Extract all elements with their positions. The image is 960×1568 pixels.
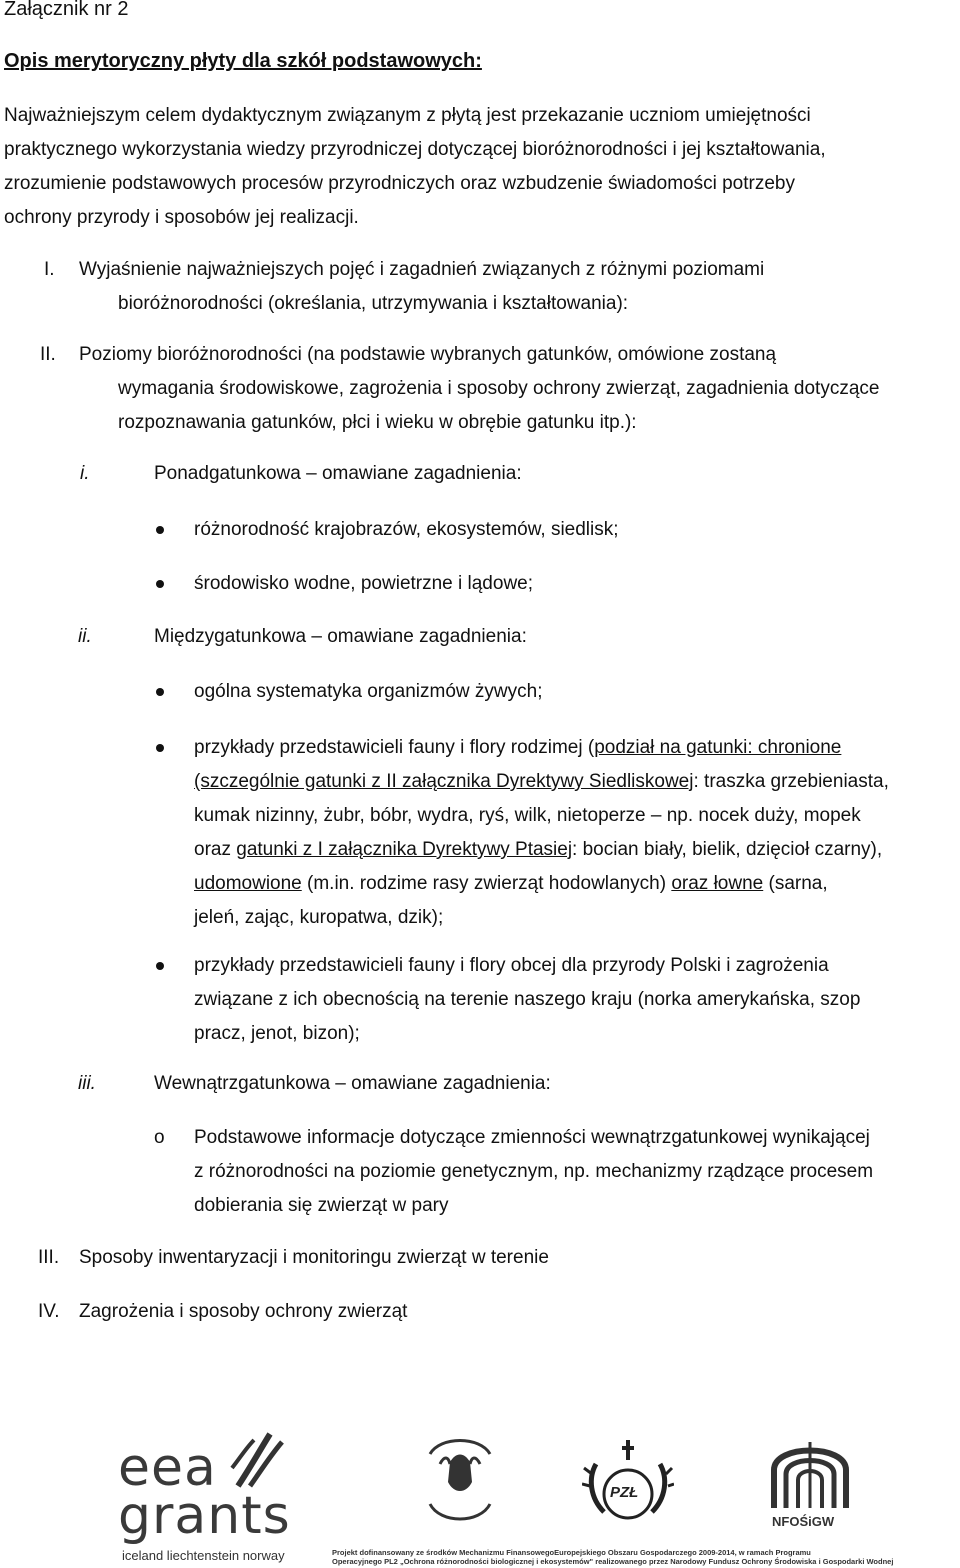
section-heading: Zagrożenia i sposoby ochrony zwierząt [79, 1301, 408, 1322]
text-span: : bocian biały, bielik, dzięcioł czarny), [572, 839, 883, 860]
underlined-text: gatunki z I załącznika Dyrektywy Ptasiej [236, 839, 573, 860]
bullet-icon [156, 962, 164, 970]
bullet-icon [156, 526, 164, 534]
subsection-heading: Ponadgatunkowa – omawiane zagadnienia: [154, 463, 522, 484]
list-item-line: z różnorodności na poziomie genetycznym, np. mechanizmy rządzące procesem [194, 1161, 874, 1182]
circle-bullet-icon: o [154, 1127, 165, 1148]
list-item-line: Podstawowe informacje dotyczące zmienności wewnątrzgatunkowej wynikającej [194, 1127, 870, 1148]
list-item-line: jeleń, zając, kuropatwa, dzik); [194, 907, 444, 928]
nfosigw-emblem-icon [762, 1430, 858, 1510]
section-number: II. [40, 344, 56, 365]
project-note-line: Projekt dofinansowany ze środków Mechanizmu FinansowegoEuropejskiego Obszaru Gospodarczego 2009-2014, w ramach Programu [332, 1548, 811, 1557]
intro-line: zrozumienie podstawowych procesów przyrodniczych oraz wzbudzenie świadomości potrzeby [4, 173, 795, 194]
list-item: ogólna systematyka organizmów żywych; [194, 681, 543, 702]
eea-text: eea [118, 1438, 217, 1498]
bullet-icon [156, 580, 164, 588]
list-item-line [194, 872, 828, 896]
annex-label: Załącznik nr 2 [4, 0, 129, 20]
eea-countries: iceland liechtenstein norway [122, 1548, 285, 1563]
section-heading-line: Poziomy bioróżnorodności (na podstawie wybranych gatunków, omówione zostaną [79, 344, 777, 365]
bullet-icon [156, 744, 164, 752]
list-item-line: dobierania się zwierząt w pary [194, 1195, 449, 1216]
page-title: Opis merytoryczny płyty dla szkół podstawowych: [4, 50, 482, 72]
section-number: III. [38, 1247, 60, 1268]
underlined-text: (szczególnie gatunki z II załącznika Dyrektywy Siedliskowej [194, 771, 694, 792]
section-heading-line: rozpoznawania gatunków, płci i wieku w obrębie gatunku itp.): [118, 412, 637, 433]
list-item: różnorodność krajobrazów, ekosystemów, siedlisk; [194, 519, 619, 540]
section-heading-line: Wyjaśnienie najważniejszych pojęć i zagadnień związanych z różnymi poziomami [79, 259, 765, 280]
list-item-line [194, 838, 882, 862]
text-span: : traszka grzebieniasta, [693, 771, 889, 792]
section-number: IV. [38, 1301, 60, 1322]
grants-text: grants [118, 1486, 291, 1546]
list-item-line [194, 736, 841, 760]
pzl-text: PZŁ [610, 1484, 639, 1501]
subsection-heading: Międzygatunkowa – omawiane zagadnienia: [154, 626, 527, 647]
list-item-line [194, 770, 889, 794]
bullet-icon [156, 688, 164, 696]
subsection-number: iii. [78, 1073, 96, 1094]
text-span: oraz [194, 839, 237, 860]
subsection-number: ii. [78, 626, 92, 647]
subsection-number: i. [80, 463, 90, 484]
list-item-line: przykłady przedstawicieli fauny i flory obcej dla przyrody Polski i zagrożenia [194, 955, 829, 976]
subsection-heading: Wewnątrzgatunkowa – omawiane zagadnienia: [154, 1073, 551, 1094]
section-heading-line: wymagania środowiskowe, zagrożenia i sposoby ochrony zwierząt, zagadnienia dotyczące [118, 378, 880, 399]
project-note-line: Operacyjnego PL2 „Ochrona różnorodności biologicznej i ekosystemów" realizowanego przez Narodowy Fundusz Ochrony Środowiska i Gospodarki Wodnej [332, 1557, 894, 1566]
nfosigw-logo [762, 1430, 858, 1540]
pzl-logo [582, 1434, 674, 1534]
nfosigw-text: NFOŚiGW [772, 1514, 835, 1529]
list-item-line: pracz, jenot, bizon); [194, 1023, 360, 1044]
underlined-text: podział na gatunki: chronione [594, 737, 842, 758]
footer-logos [0, 1420, 960, 1568]
project-note [332, 1548, 952, 1566]
eea-grants-logo [118, 1428, 298, 1568]
text-span: (sarna, [763, 873, 828, 894]
eea-grants-mark-icon [230, 1428, 290, 1490]
list-item: środowisko wodne, powietrzne i lądowe; [194, 573, 534, 594]
text-span: przykłady przedstawicieli fauny i flory rodzimej ( [194, 737, 595, 758]
section-number: I. [44, 259, 55, 280]
intro-line: praktycznego wykorzystania wiedzy przyrodniczej dotyczącej bioróżnorodności i jej kształtowania, [4, 139, 826, 160]
list-item-line: kumak nizinny, żubr, bóbr, wydra, ryś, wilk, nietoperze – np. nocek duży, mopek [194, 805, 861, 826]
section-heading: Sposoby inwentaryzacji i monitoringu zwierząt w terenie [79, 1247, 549, 1268]
intro-line: ochrony przyrody i sposobów jej realizacji. [4, 207, 359, 228]
list-item-line: związane z ich obecnością na terenie naszego kraju (norka amerykańska, szop [194, 989, 861, 1010]
text-span: (m.in. rodzime rasy zwierząt hodowlanych) [301, 873, 672, 894]
section-heading-line: bioróżnorodności (określania, utrzymywania i kształtowania): [118, 293, 629, 314]
bison-logo-icon [420, 1434, 500, 1530]
underlined-text: oraz łowne [671, 873, 764, 894]
intro-line: Najważniejszym celem dydaktycznym związanym z płytą jest przekazanie uczniom umiejętności [4, 105, 811, 126]
underlined-text: udomowione [194, 873, 302, 894]
